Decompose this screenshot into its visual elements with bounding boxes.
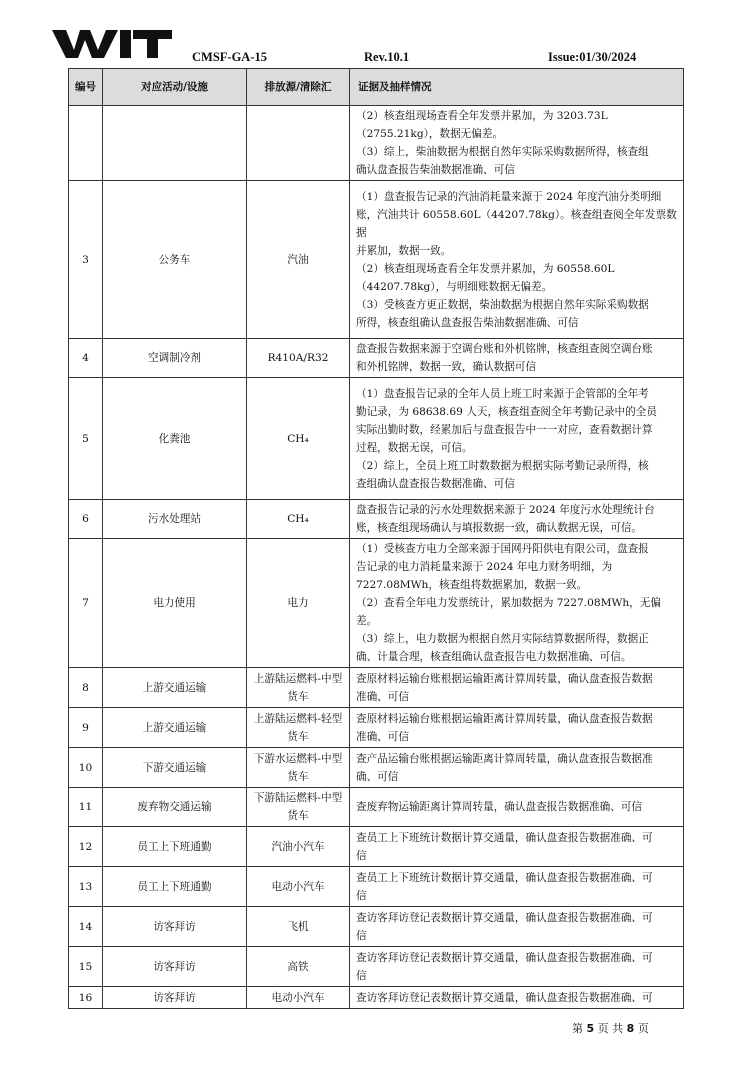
- table-row: [69, 907, 684, 947]
- row-activity: 访客拜访: [103, 907, 247, 947]
- evidence-line: 信: [356, 849, 367, 862]
- total-pages: 8: [626, 1022, 635, 1035]
- evidence-line: 盘查报告记录的污水处理数据来源于 2024 年度污水处理统计台: [356, 504, 655, 516]
- row-source: 电力: [247, 539, 350, 668]
- evidence-line: 实际出勤时数，经累加后与盘查报告中一一对应，查看数据计算: [356, 423, 653, 436]
- table-row: [69, 987, 684, 1009]
- row-activity: 访客拜访: [103, 987, 247, 1009]
- table-row: [69, 708, 684, 748]
- row-activity: 公务车: [103, 181, 247, 339]
- evidence-line: 查员工上下班统计数据计算交通量，确认盘查报告数据准确、可: [356, 871, 653, 884]
- row-number: 16: [69, 987, 103, 1009]
- evidence-line: 确认盘查报告柴油数据准确、可信: [356, 164, 515, 176]
- footer-middle: 页 共: [597, 1022, 624, 1035]
- table-row: [69, 106, 684, 181]
- evidence-line: 查访客拜访登记表数据计算交通量，确认盘查报告数据准确、可: [356, 951, 653, 964]
- row-evidence: [350, 500, 684, 539]
- evidence-line: （2）核查组现场查看全年发票并累加，为 60558.60L: [356, 262, 615, 275]
- row-evidence: [350, 827, 684, 867]
- row-evidence: [350, 708, 684, 748]
- row-evidence: [350, 539, 684, 668]
- row-evidence: [350, 668, 684, 708]
- row-number: 3: [69, 181, 103, 339]
- row-number: 12: [69, 827, 103, 867]
- evidence-line: （2755.21kg），数据无偏差。: [356, 128, 504, 140]
- evidence-line: 账，核查组现场确认与填报数据一致，确认数据无误，可信。: [356, 522, 643, 534]
- evidence-line: 查组确认盘查报告数据准确、可信: [356, 477, 515, 490]
- row-source: 下游陆运燃料-中型货车: [247, 788, 350, 827]
- row-evidence: [350, 867, 684, 907]
- evidence-line: 准确、可信: [356, 730, 409, 743]
- header-activity: 对应活动/设施: [103, 69, 247, 106]
- row-evidence: [350, 106, 684, 181]
- row-number: 13: [69, 867, 103, 907]
- table-row: [69, 500, 684, 539]
- evidence-line: 过程，数据无误，可信。: [356, 441, 473, 454]
- footer-suffix: 页: [637, 1022, 649, 1035]
- evidence-line: （1）盘查报告记录的汽油消耗量来源于 2024 年度汽油分类明细: [356, 190, 662, 203]
- row-number: 11: [69, 788, 103, 827]
- row-source: 下游水运燃料-中型货车: [247, 748, 350, 788]
- row-activity: 员工上下班通勤: [103, 867, 247, 907]
- row-activity: 员工上下班通勤: [103, 827, 247, 867]
- evidence-line: （2）查看全年电力发票统计，累加数据为 7227.08MWh，无偏差。: [356, 597, 661, 627]
- row-number: 7: [69, 539, 103, 668]
- evidence-line: 确、可信: [356, 770, 399, 783]
- row-number: 8: [69, 668, 103, 708]
- evidence-line: （2）核查组现场查看全年发票并累加，为 3203.73L: [356, 110, 608, 122]
- row-number: 14: [69, 907, 103, 947]
- table-row: [69, 748, 684, 788]
- row-evidence: [350, 748, 684, 788]
- evidence-line: 查访客拜访登记表数据计算交通量，确认盘查报告数据准确、可: [356, 911, 653, 924]
- row-activity: 电力使用: [103, 539, 247, 668]
- row-source: 汽油小汽车: [247, 827, 350, 867]
- row-activity: 空调制冷剂: [103, 339, 247, 378]
- row-number: 5: [69, 378, 103, 500]
- table-row: [69, 867, 684, 907]
- row-source: CH₄: [247, 500, 350, 539]
- document-code: CMSF-GA-15: [192, 50, 267, 64]
- footer-prefix: 第: [572, 1022, 583, 1035]
- row-source: R410A/R32: [247, 339, 350, 378]
- company-logo: [52, 26, 172, 60]
- evidence-line: 账，汽油共计 60558.60L（44207.78kg）。核查组查阅全年发票数据: [356, 208, 677, 239]
- evidence-line: 查员工上下班统计数据计算交通量，确认盘查报告数据准确、可: [356, 831, 653, 844]
- row-source: 电动小汽车: [247, 867, 350, 907]
- evidence-line: 查原材料运输台账根据运输距离计算周转量，确认盘查报告数据: [356, 672, 653, 685]
- table-row: [69, 378, 684, 500]
- table-header-row: [69, 69, 684, 106]
- evidence-line: （2）综上，全员上班工时数数据为根据实际考勤记录所得，核: [356, 459, 649, 472]
- evidence-line: （1）受核查方电力全部来源于国网丹阳供电有限公司，盘查报: [356, 543, 649, 555]
- row-activity: 上游交通运输: [103, 708, 247, 748]
- row-evidence: [350, 181, 684, 339]
- row-source: 高铁: [247, 947, 350, 987]
- row-activity: [103, 106, 247, 181]
- issue-date: Issue:01/30/2024: [548, 50, 637, 64]
- evidence-line: 和外机铭牌，数据一致，确认数据可信: [356, 361, 537, 373]
- evidence-line: 查原材料运输台账根据运输距离计算周转量，确认盘查报告数据: [356, 712, 653, 725]
- table-row: [69, 181, 684, 339]
- table-row: [69, 539, 684, 668]
- row-activity: 废弃物交通运输: [103, 788, 247, 827]
- evidence-line: （3）综上，柴油数据为根据自然年实际采购数据所得，核查组: [356, 146, 649, 158]
- evidence-line: 查废弃物运输距离计算周转量，确认盘查报告数据准确、可信: [356, 801, 643, 813]
- evidence-line: 勤记录，为 68638.69 人天，核查组查阅全年考勤记录中的全员: [356, 405, 657, 418]
- table-row: [69, 947, 684, 987]
- row-evidence: [350, 378, 684, 500]
- row-source: 汽油: [247, 181, 350, 339]
- page-number: 5: [586, 1022, 595, 1035]
- evidence-line: （1）盘查报告记录的全年人员上班工时来源于企管部的全年考: [356, 387, 649, 400]
- row-source: 电动小汽车: [247, 987, 350, 1009]
- evidence-line: 信: [356, 929, 367, 942]
- row-source: 上游陆运燃料-轻型货车: [247, 708, 350, 748]
- row-source: 上游陆运燃料-中型货车: [247, 668, 350, 708]
- table-row: [69, 827, 684, 867]
- row-evidence: [350, 788, 684, 827]
- evidence-line: 并累加，数据一致。: [356, 244, 452, 257]
- row-number: 4: [69, 339, 103, 378]
- evidence-line: 确、计量合理，核查组确认盘查报告电力数据准确、可信。: [356, 651, 632, 663]
- row-activity: 化粪池: [103, 378, 247, 500]
- row-number: 9: [69, 708, 103, 748]
- verification-table: [68, 68, 684, 1009]
- evidence-line: （3）受核查方更正数据，柴油数据为根据自然年实际采购数据: [356, 298, 649, 311]
- row-activity: 污水处理站: [103, 500, 247, 539]
- table-row: [69, 788, 684, 827]
- evidence-line: 7227.08MWh，核查组将数据累加，数据一致。: [356, 579, 588, 591]
- page-footer: [572, 1020, 649, 1036]
- evidence-line: 信: [356, 889, 367, 902]
- row-activity: 上游交通运输: [103, 668, 247, 708]
- row-source: 飞机: [247, 907, 350, 947]
- table-row: [69, 668, 684, 708]
- evidence-line: （44207.78kg），与明细账数据无偏差。: [356, 280, 553, 293]
- row-number: 6: [69, 500, 103, 539]
- header-evidence: 证据及抽样情况: [350, 69, 684, 106]
- revision-number: Rev.10.1: [364, 50, 410, 64]
- evidence-line: 告记录的电力消耗量来源于 2024 年电力财务明细，为: [356, 561, 613, 573]
- row-evidence: [350, 987, 684, 1009]
- evidence-line: 盘查报告数据来源于空调台账和外机铭牌，核查组查阅空调台账: [356, 343, 653, 355]
- row-source: [247, 106, 350, 181]
- header-number: 编号: [69, 69, 103, 106]
- evidence-line: 信: [356, 969, 367, 982]
- evidence-line: 所得，核查组确认盘查报告柴油数据准确、可信: [356, 316, 579, 329]
- row-source: CH₄: [247, 378, 350, 500]
- row-number: [69, 106, 103, 181]
- table-row: [69, 339, 684, 378]
- row-activity: 访客拜访: [103, 947, 247, 987]
- evidence-line: 查产品运输台账根据运输距离计算周转量，确认盘查报告数据准: [356, 752, 653, 765]
- header-source: 排放源/清除汇: [247, 69, 350, 106]
- row-number: 15: [69, 947, 103, 987]
- row-evidence: [350, 947, 684, 987]
- row-number: 10: [69, 748, 103, 788]
- row-evidence: [350, 339, 684, 378]
- evidence-line: （3）综上，电力数据为根据自然月实际结算数据所得，数据正: [356, 633, 649, 645]
- evidence-line: 查访客拜访登记表数据计算交通量，确认盘查报告数据准确、可: [356, 991, 653, 1004]
- row-evidence: [350, 907, 684, 947]
- evidence-line: 准确、可信: [356, 690, 409, 703]
- row-activity: 下游交通运输: [103, 748, 247, 788]
